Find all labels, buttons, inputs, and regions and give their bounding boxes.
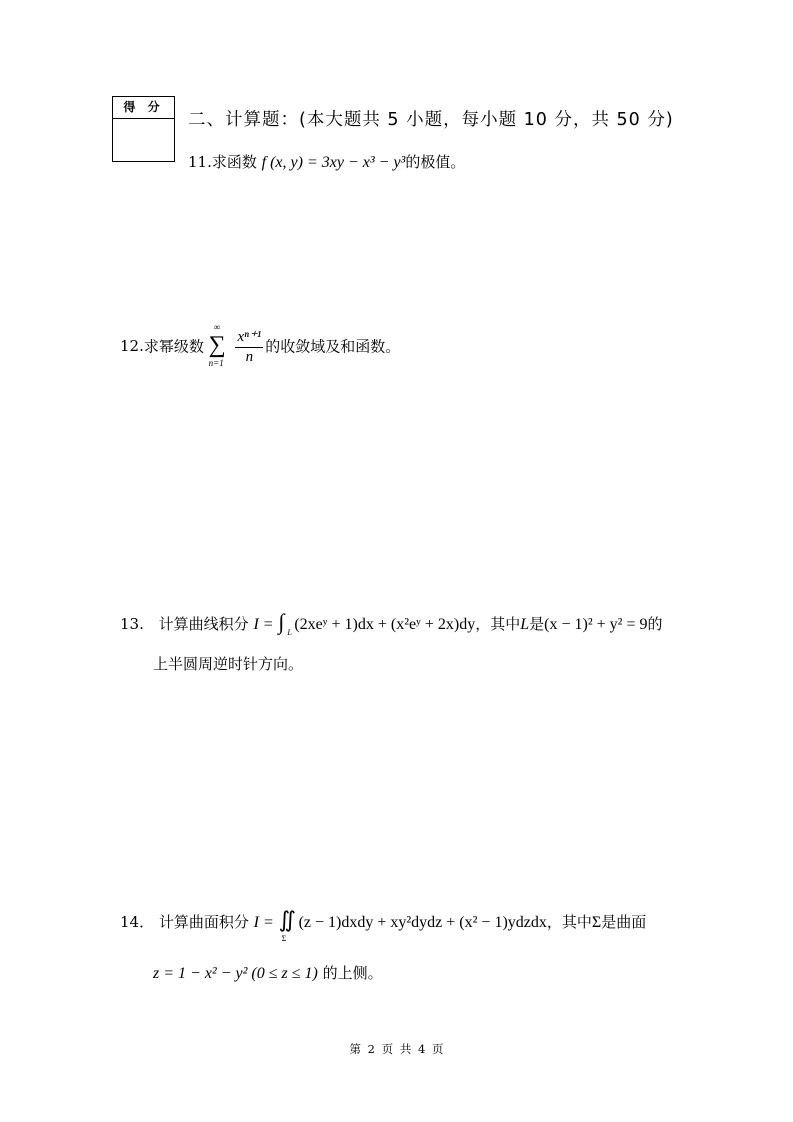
surface-integral bbox=[278, 907, 299, 943]
question-13-line-2 bbox=[153, 653, 303, 674]
question-number: 13. bbox=[120, 615, 144, 633]
question-number: 14． bbox=[120, 913, 155, 931]
surface-name: Σ bbox=[591, 914, 602, 931]
question-14-line-2 bbox=[153, 962, 383, 983]
question-12 bbox=[120, 322, 401, 368]
integrand: (z − 1)dxdy + xy²dydz + (x² − 1)ydzdx bbox=[298, 914, 547, 931]
fraction-denominator: n bbox=[245, 348, 254, 365]
section-title: 二、计算题：(本大题共 5 小题，每小题 10 分，共 50 分) bbox=[188, 110, 674, 130]
fraction-numerator: xⁿ⁺¹ bbox=[235, 327, 263, 348]
integral-lhs: I = bbox=[253, 914, 274, 931]
question-11 bbox=[188, 151, 465, 172]
page-footer: 第 2 页 共 4 页 bbox=[349, 1042, 444, 1056]
question-middle: ，其中 bbox=[546, 913, 592, 931]
question-suffix: 的收敛域及和函数。 bbox=[265, 337, 401, 356]
question-number: 12. bbox=[120, 337, 144, 355]
score-entry-cell[interactable] bbox=[113, 119, 174, 162]
question-formula: f (x, y) = 3xy − x³ − y³ bbox=[261, 154, 406, 171]
double-integral-symbol: ∬ bbox=[278, 907, 296, 932]
question-13 bbox=[120, 609, 663, 638]
integrand: (2xeʸ + 1)dx + (x²eʸ + 2x)dy bbox=[294, 616, 476, 633]
sum-lower-limit: n=1 bbox=[208, 358, 224, 368]
integral-symbol: ∫ bbox=[278, 609, 285, 634]
score-box bbox=[112, 96, 175, 162]
summation bbox=[208, 322, 229, 368]
question-line-2: 上半圆周逆时针方向。 bbox=[153, 655, 304, 673]
sigma-symbol: ∑ bbox=[208, 332, 226, 358]
surface-equation: z = 1 − x² − y² (0 ≤ z ≤ 1) bbox=[153, 965, 318, 982]
integral-lhs: I = bbox=[253, 616, 274, 633]
question-number: 11. bbox=[188, 153, 212, 171]
score-label: 得 分 bbox=[113, 97, 174, 119]
question-prefix: 求幂级数 bbox=[143, 337, 204, 356]
question-prefix: 计算曲面积分 bbox=[158, 913, 249, 931]
curve-equation: (x − 1)² + y² = 9 bbox=[544, 616, 648, 633]
integral-subscript: Σ bbox=[281, 934, 287, 943]
question-is: 是 bbox=[529, 615, 545, 633]
question-14 bbox=[120, 907, 647, 943]
question-tail: 的 bbox=[647, 615, 663, 633]
sum-upper-limit: ∞ bbox=[213, 322, 221, 332]
line-integral bbox=[278, 609, 294, 638]
series-term-fraction bbox=[235, 327, 263, 366]
question-line-2-tail: 的上侧。 bbox=[322, 964, 383, 982]
curve-name: L bbox=[520, 616, 530, 633]
question-prefix: 求函数 bbox=[211, 153, 257, 171]
question-tail: 是曲面 bbox=[601, 913, 647, 931]
question-prefix: 计算曲线积分 bbox=[158, 615, 249, 633]
integral-subscript: L bbox=[287, 628, 292, 637]
question-suffix: 的极值。 bbox=[405, 153, 466, 171]
question-middle: ，其中 bbox=[475, 615, 521, 633]
